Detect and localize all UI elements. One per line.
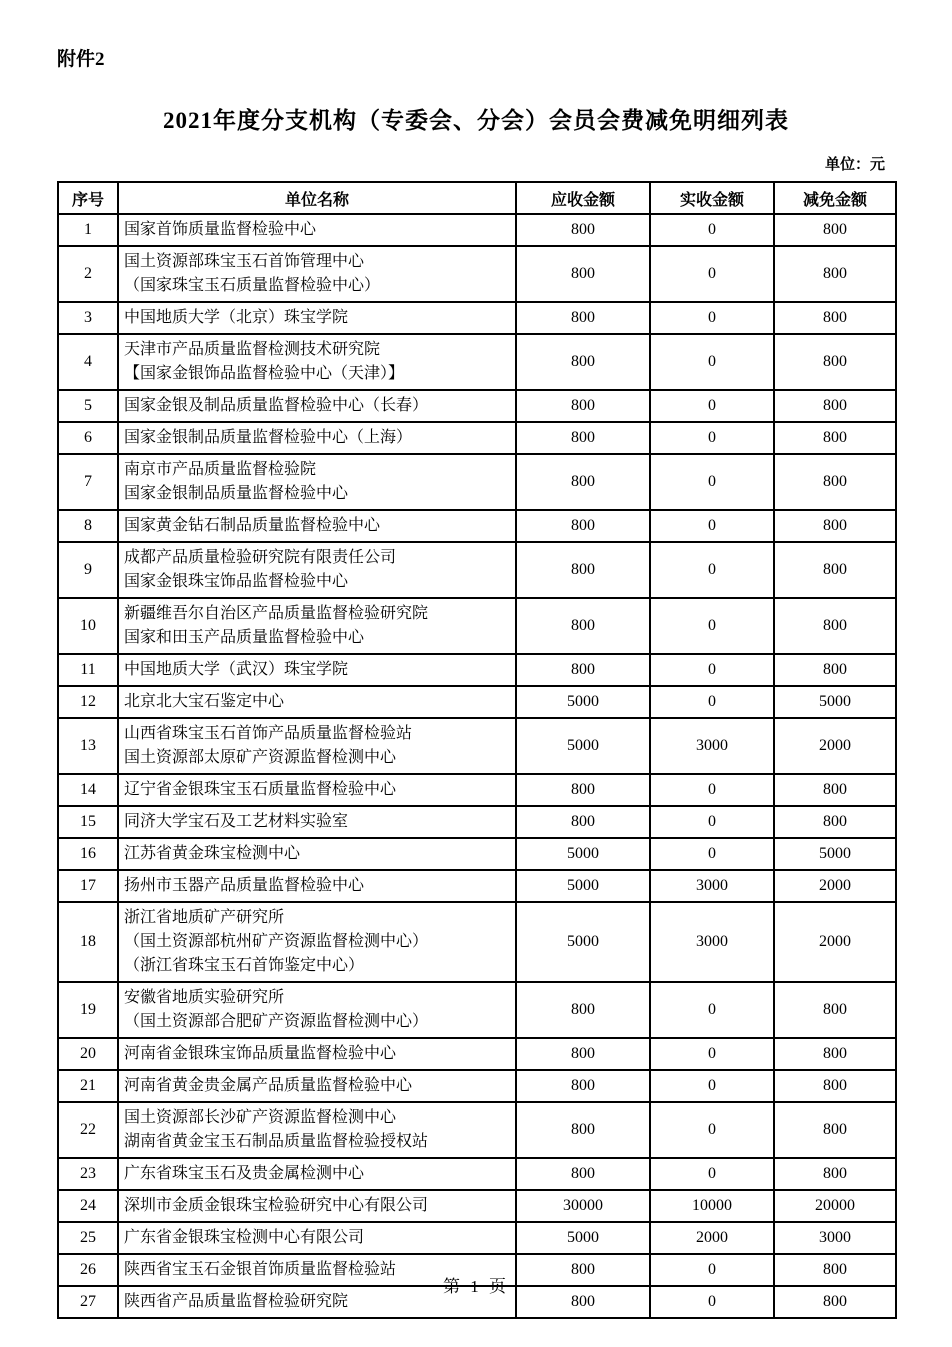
unit-name: 新疆维吾尔自治区产品质量监督检验研究院 国家和田玉产品质量监督检验中心 [118, 598, 516, 654]
row-index: 13 [58, 718, 118, 774]
table-row [58, 598, 896, 654]
received-amount: 0 [650, 806, 774, 838]
received-amount: 0 [650, 686, 774, 718]
receivable-amount: 800 [516, 334, 650, 390]
row-index: 21 [58, 1070, 118, 1102]
col-header-received: 实收金额 [650, 182, 774, 214]
reduction-amount: 800 [774, 774, 896, 806]
received-amount: 0 [650, 334, 774, 390]
table-row [58, 302, 896, 334]
table-row [58, 1222, 896, 1254]
reduction-amount: 800 [774, 806, 896, 838]
reduction-amount: 800 [774, 422, 896, 454]
row-index: 25 [58, 1222, 118, 1254]
received-amount: 0 [650, 838, 774, 870]
table-row [58, 1102, 896, 1158]
col-header-reduction: 减免金额 [774, 182, 896, 214]
table-row [58, 806, 896, 838]
unit-name: 安徽省地质实验研究所 （国土资源部合肥矿产资源监督检测中心） [118, 982, 516, 1038]
row-index: 2 [58, 246, 118, 302]
table-body [58, 214, 896, 1318]
row-index: 20 [58, 1038, 118, 1070]
received-amount: 0 [650, 1158, 774, 1190]
unit-name: 中国地质大学（武汉）珠宝学院 [118, 654, 516, 686]
reduction-amount: 800 [774, 654, 896, 686]
reduction-amount: 20000 [774, 1190, 896, 1222]
reduction-amount: 800 [774, 1158, 896, 1190]
unit-name: 国家金银及制品质量监督检验中心（长春） [118, 390, 516, 422]
received-amount: 0 [650, 1254, 774, 1286]
unit-name: 辽宁省金银珠宝玉石质量监督检验中心 [118, 774, 516, 806]
row-index: 1 [58, 214, 118, 246]
table-row [58, 1070, 896, 1102]
unit-name: 南京市产品质量监督检验院 国家金银制品质量监督检验中心 [118, 454, 516, 510]
reduction-amount: 800 [774, 334, 896, 390]
receivable-amount: 5000 [516, 1222, 650, 1254]
unit-name: 河南省黄金贵金属产品质量监督检验中心 [118, 1070, 516, 1102]
received-amount: 0 [650, 302, 774, 334]
unit-name: 同济大学宝石及工艺材料实验室 [118, 806, 516, 838]
unit-name: 成都产品质量检验研究院有限责任公司 国家金银珠宝饰品监督检验中心 [118, 542, 516, 598]
fee-reduction-table [57, 181, 897, 1319]
reduction-amount: 800 [774, 302, 896, 334]
col-header-index: 序号 [58, 182, 118, 214]
table-row [58, 870, 896, 902]
row-index: 4 [58, 334, 118, 390]
receivable-amount: 800 [516, 542, 650, 598]
received-amount: 0 [650, 510, 774, 542]
reduction-amount: 800 [774, 246, 896, 302]
table-row [58, 982, 896, 1038]
unit-name: 国土资源部珠宝玉石首饰管理中心 （国家珠宝玉石质量监督检验中心） [118, 246, 516, 302]
unit-name: 扬州市玉器产品质量监督检验中心 [118, 870, 516, 902]
table-row [58, 774, 896, 806]
reduction-amount: 800 [774, 1286, 896, 1318]
receivable-amount: 5000 [516, 902, 650, 982]
reduction-amount: 5000 [774, 838, 896, 870]
table-row [58, 334, 896, 390]
table-row [58, 1158, 896, 1190]
received-amount: 0 [650, 422, 774, 454]
reduction-amount: 800 [774, 1038, 896, 1070]
received-amount: 0 [650, 246, 774, 302]
receivable-amount: 5000 [516, 838, 650, 870]
received-amount: 0 [650, 454, 774, 510]
unit-name: 陕西省产品质量监督检验研究院 [118, 1286, 516, 1318]
received-amount: 0 [650, 1038, 774, 1070]
reduction-amount: 800 [774, 1070, 896, 1102]
row-index: 14 [58, 774, 118, 806]
unit-label: 单位：元 [824, 157, 885, 173]
unit-name: 国土资源部长沙矿产资源监督检测中心 湖南省黄金宝玉石制品质量监督检验授权站 [118, 1102, 516, 1158]
reduction-amount: 2000 [774, 718, 896, 774]
table-row [58, 1038, 896, 1070]
unit-name: 江苏省黄金珠宝检测中心 [118, 838, 516, 870]
row-index: 8 [58, 510, 118, 542]
row-index: 3 [58, 302, 118, 334]
row-index: 27 [58, 1286, 118, 1318]
receivable-amount: 800 [516, 454, 650, 510]
reduction-amount: 800 [774, 510, 896, 542]
row-index: 12 [58, 686, 118, 718]
receivable-amount: 800 [516, 510, 650, 542]
receivable-amount: 800 [516, 654, 650, 686]
reduction-amount: 800 [774, 214, 896, 246]
received-amount: 0 [650, 654, 774, 686]
row-index: 5 [58, 390, 118, 422]
receivable-amount: 800 [516, 302, 650, 334]
table-row [58, 454, 896, 510]
unit-name: 河南省金银珠宝饰品质量监督检验中心 [118, 1038, 516, 1070]
receivable-amount: 800 [516, 1158, 650, 1190]
table-row [58, 902, 896, 982]
unit-name: 中国地质大学（北京）珠宝学院 [118, 302, 516, 334]
reduction-amount: 2000 [774, 870, 896, 902]
page-title: 2021年度分支机构（专委会、分会）会员会费减免明细列表 [163, 108, 789, 133]
attachment-label: 附件2 [57, 49, 105, 70]
reduction-amount: 5000 [774, 686, 896, 718]
page-number: 第 1 页 [443, 1277, 509, 1296]
table-row [58, 838, 896, 870]
unit-name: 浙江省地质矿产研究所 （国土资源部杭州矿产资源监督检测中心） （浙江省珠宝玉石首饰鉴定中心） [118, 902, 516, 982]
receivable-amount: 800 [516, 774, 650, 806]
received-amount: 3000 [650, 870, 774, 902]
receivable-amount: 800 [516, 806, 650, 838]
receivable-amount: 800 [516, 1070, 650, 1102]
row-index: 16 [58, 838, 118, 870]
receivable-amount: 5000 [516, 870, 650, 902]
unit-name: 北京北大宝石鉴定中心 [118, 686, 516, 718]
received-amount: 3000 [650, 902, 774, 982]
unit-name: 国家金银制品质量监督检验中心（上海） [118, 422, 516, 454]
receivable-amount: 800 [516, 1254, 650, 1286]
received-amount: 2000 [650, 1222, 774, 1254]
received-amount: 0 [650, 542, 774, 598]
table-row [58, 542, 896, 598]
row-index: 24 [58, 1190, 118, 1222]
reduction-amount: 3000 [774, 1222, 896, 1254]
received-amount: 0 [650, 982, 774, 1038]
col-header-receivable: 应收金额 [516, 182, 650, 214]
receivable-amount: 800 [516, 1102, 650, 1158]
unit-name: 天津市产品质量监督检测技术研究院 【国家金银饰品监督检验中心（天津）】 [118, 334, 516, 390]
row-index: 22 [58, 1102, 118, 1158]
table-row [58, 718, 896, 774]
receivable-amount: 800 [516, 422, 650, 454]
unit-name: 国家黄金钻石制品质量监督检验中心 [118, 510, 516, 542]
unit-name: 深圳市金质金银珠宝检验研究中心有限公司 [118, 1190, 516, 1222]
row-index: 6 [58, 422, 118, 454]
unit-name: 国家首饰质量监督检验中心 [118, 214, 516, 246]
reduction-amount: 800 [774, 982, 896, 1038]
table-row [58, 214, 896, 246]
receivable-amount: 800 [516, 1286, 650, 1318]
received-amount: 0 [650, 214, 774, 246]
reduction-amount: 800 [774, 1102, 896, 1158]
row-index: 26 [58, 1254, 118, 1286]
unit-name: 陕西省宝玉石金银首饰质量监督检验站 [118, 1254, 516, 1286]
table-row [58, 390, 896, 422]
receivable-amount: 800 [516, 598, 650, 654]
received-amount: 3000 [650, 718, 774, 774]
receivable-amount: 800 [516, 390, 650, 422]
table-row [58, 422, 896, 454]
table-row [58, 686, 896, 718]
col-header-unit-name: 单位名称 [118, 182, 516, 214]
row-index: 11 [58, 654, 118, 686]
row-index: 17 [58, 870, 118, 902]
row-index: 15 [58, 806, 118, 838]
received-amount: 0 [650, 1102, 774, 1158]
unit-name: 广东省珠宝玉石及贵金属检测中心 [118, 1158, 516, 1190]
received-amount: 0 [650, 390, 774, 422]
reduction-amount: 800 [774, 542, 896, 598]
receivable-amount: 800 [516, 1038, 650, 1070]
receivable-amount: 800 [516, 214, 650, 246]
receivable-amount: 800 [516, 246, 650, 302]
table-row [58, 510, 896, 542]
row-index: 7 [58, 454, 118, 510]
row-index: 23 [58, 1158, 118, 1190]
received-amount: 0 [650, 774, 774, 806]
unit-name: 山西省珠宝玉石首饰产品质量监督检验站 国土资源部太原矿产资源监督检测中心 [118, 718, 516, 774]
table-header-row [58, 182, 896, 214]
reduction-amount: 800 [774, 454, 896, 510]
reduction-amount: 2000 [774, 902, 896, 982]
reduction-amount: 800 [774, 390, 896, 422]
unit-name: 广东省金银珠宝检测中心有限公司 [118, 1222, 516, 1254]
reduction-amount: 800 [774, 598, 896, 654]
row-index: 19 [58, 982, 118, 1038]
received-amount: 0 [650, 598, 774, 654]
row-index: 9 [58, 542, 118, 598]
receivable-amount: 800 [516, 982, 650, 1038]
received-amount: 0 [650, 1286, 774, 1318]
table-row [58, 1190, 896, 1222]
receivable-amount: 5000 [516, 686, 650, 718]
table-row [58, 246, 896, 302]
row-index: 10 [58, 598, 118, 654]
receivable-amount: 5000 [516, 718, 650, 774]
reduction-amount: 800 [774, 1254, 896, 1286]
received-amount: 10000 [650, 1190, 774, 1222]
receivable-amount: 30000 [516, 1190, 650, 1222]
table-row [58, 654, 896, 686]
received-amount: 0 [650, 1070, 774, 1102]
row-index: 18 [58, 902, 118, 982]
